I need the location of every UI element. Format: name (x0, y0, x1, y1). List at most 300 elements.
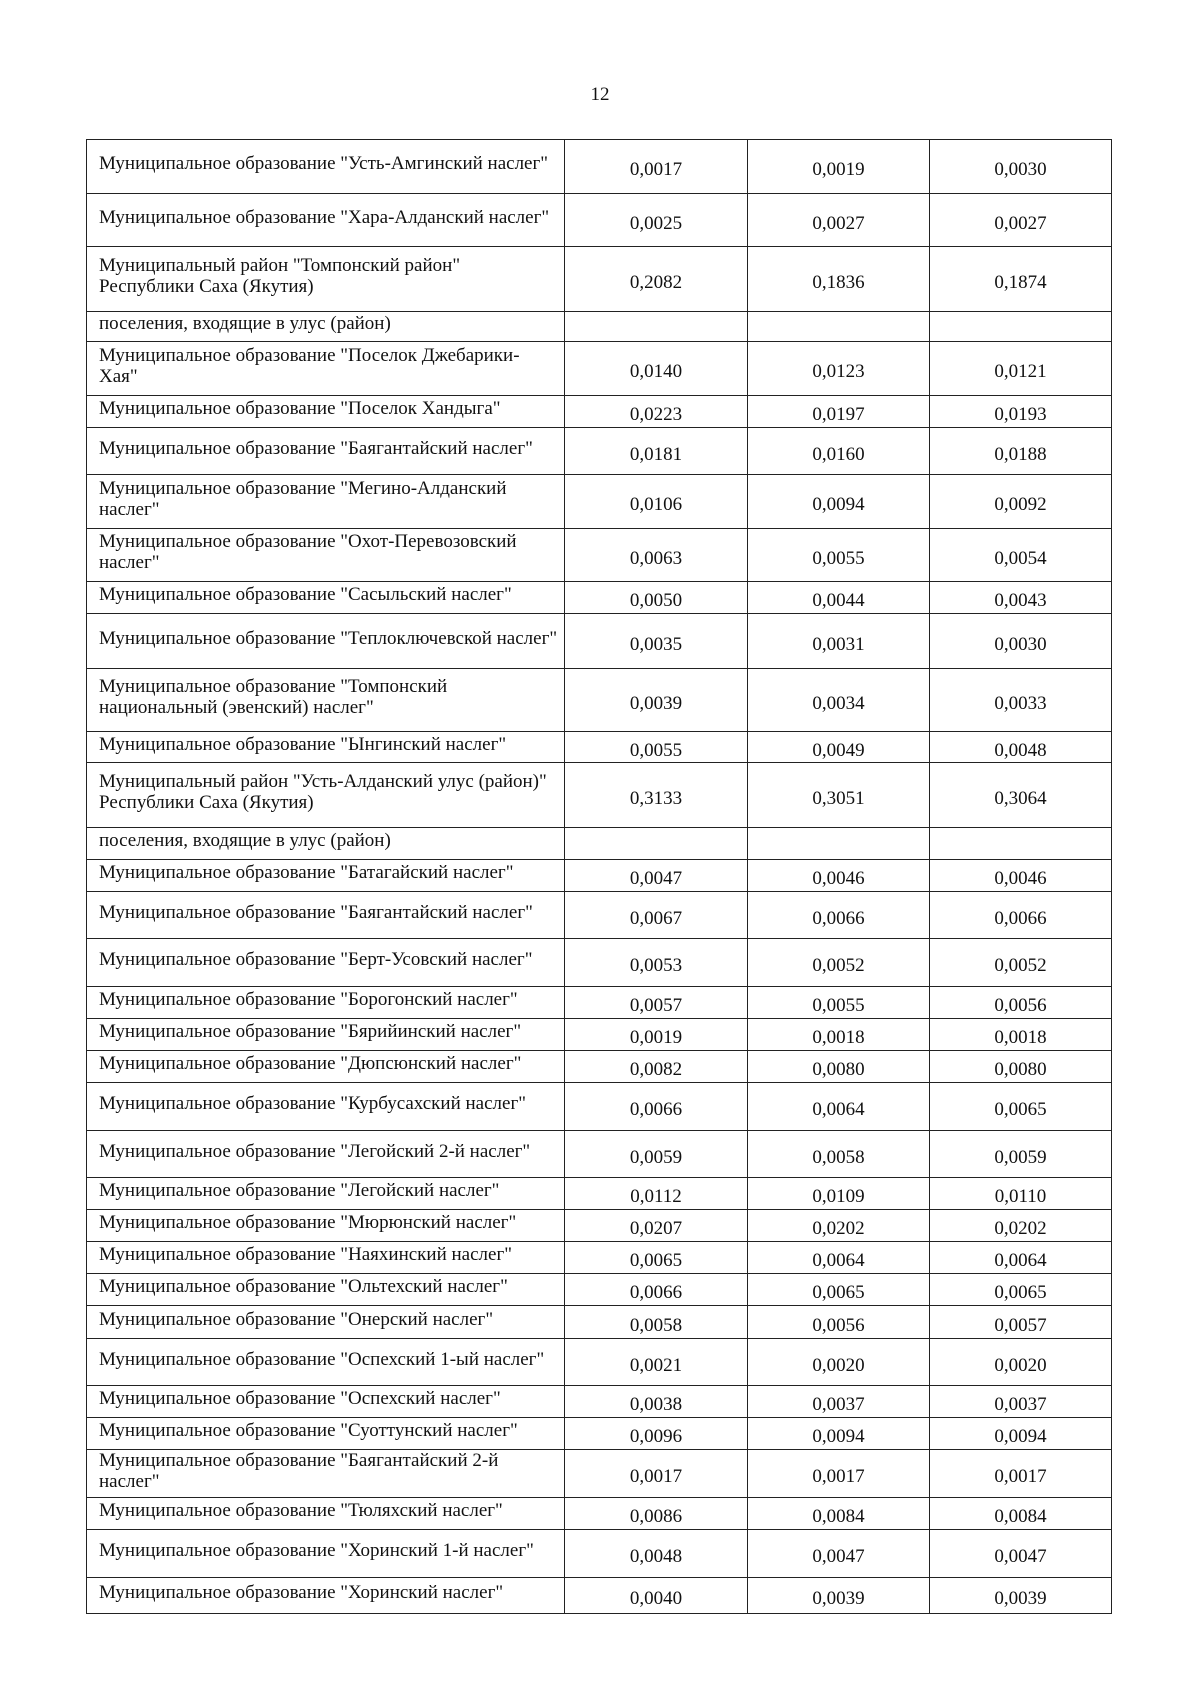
municipality-name: Муниципальное образование "Ынгинский наслег" (99, 733, 507, 755)
municipality-name-cell (87, 342, 565, 396)
value-cell-3 (930, 614, 1112, 669)
municipality-name-cell (87, 1530, 565, 1578)
value-1: 0,0207 (629, 1218, 683, 1239)
value-cell-2 (748, 396, 930, 428)
municipality-name: Муниципальный район "Томпонский район" Республики Саха (Якутия) (99, 255, 461, 297)
value-cell-2 (748, 312, 930, 342)
municipality-name: Муниципальное образование "Батагайский наслег" (99, 862, 514, 883)
municipality-name-cell (87, 1450, 565, 1498)
value-cell-3 (930, 140, 1112, 194)
value-3: 0,0056 (994, 995, 1047, 1016)
municipality-name-cell (87, 1386, 565, 1418)
table-row (87, 614, 1112, 669)
table-row (87, 939, 1112, 987)
table-row (87, 669, 1112, 732)
value-cell-1 (565, 1274, 748, 1306)
municipality-name-cell (87, 1306, 565, 1339)
value-3: 0,3064 (994, 787, 1047, 809)
table-row (87, 140, 1112, 194)
table-row (87, 1242, 1112, 1274)
municipality-name-cell (87, 1083, 565, 1131)
value-2: 0,0055 (812, 547, 865, 569)
value-cell-3 (930, 1019, 1112, 1051)
value-2: 0,0084 (812, 1506, 865, 1527)
value-3: 0,0065 (994, 1099, 1047, 1120)
value-cell-1 (565, 475, 748, 529)
value-1: 0,0038 (629, 1394, 683, 1415)
value-1: 0,0063 (629, 547, 683, 569)
value-cell-3 (930, 1131, 1112, 1178)
municipality-name-cell (87, 1578, 565, 1614)
value-1: 0,0096 (629, 1426, 683, 1447)
table-row (87, 1450, 1112, 1498)
value-3: 0,0052 (994, 955, 1047, 976)
value-cell-1 (565, 732, 748, 763)
municipality-name: поселения, входящие в улус (район) (99, 830, 391, 851)
table-row (87, 987, 1112, 1019)
value-cell-1 (565, 1051, 748, 1083)
value-cell-2 (748, 1178, 930, 1210)
value-3: 0,0037 (994, 1394, 1047, 1415)
value-cell-1 (565, 1019, 748, 1051)
value-2: 0,0047 (812, 1546, 865, 1567)
municipality-name: Муниципальное образование "Тюляхский наслег" (99, 1500, 503, 1521)
value-2: 0,0109 (812, 1186, 865, 1207)
municipality-name: Муниципальное образование "Дюпсюнский наслег" (99, 1053, 522, 1074)
municipality-name: Муниципальное образование "Хоринский наслег" (99, 1582, 504, 1603)
table-body (87, 140, 1112, 1614)
value-1: 0,0059 (629, 1146, 683, 1168)
municipality-name-cell (87, 939, 565, 987)
value-cell-3 (930, 475, 1112, 529)
value-2: 0,0056 (812, 1314, 865, 1336)
value-cell-2 (748, 1019, 930, 1051)
table-row (87, 194, 1112, 247)
value-3: 0,0057 (994, 1314, 1047, 1336)
table-row (87, 1418, 1112, 1450)
value-1: 0,0053 (629, 955, 683, 976)
data-table (86, 139, 1112, 1614)
value-2: 0,0018 (812, 1027, 865, 1048)
value-cell-2 (748, 669, 930, 732)
value-cell-1 (565, 1242, 748, 1274)
municipality-name-cell (87, 1418, 565, 1450)
value-3: 0,0018 (994, 1027, 1047, 1048)
value-cell-1 (565, 860, 748, 892)
municipality-name: Муниципальный район "Усть-Алданский улус (район)" Республики Саха (Якутия) (99, 771, 547, 813)
municipality-name: Муниципальное образование "Суоттунский наслег" (99, 1420, 518, 1441)
value-cell-2 (748, 763, 930, 828)
page-number: 12 (590, 84, 610, 105)
municipality-name-cell (87, 194, 565, 247)
value-3: 0,0065 (994, 1282, 1047, 1303)
municipality-name-cell (87, 312, 565, 342)
value-2: 0,0046 (812, 868, 865, 889)
value-cell-2 (748, 1274, 930, 1306)
value-cell-1 (565, 1210, 748, 1242)
municipality-name-cell (87, 987, 565, 1019)
table-row (87, 1498, 1112, 1530)
value-2: 0,0034 (812, 692, 865, 714)
municipality-name-cell (87, 1178, 565, 1210)
municipality-name-cell (87, 1019, 565, 1051)
value-cell-2 (748, 1450, 930, 1498)
value-1: 0,0106 (629, 494, 683, 515)
value-cell-1 (565, 140, 748, 194)
value-cell-2 (748, 860, 930, 892)
value-cell-3 (930, 1306, 1112, 1339)
table-row (87, 1578, 1112, 1614)
value-cell-2 (748, 475, 930, 529)
value-cell-3 (930, 529, 1112, 582)
value-3: 0,0039 (994, 1588, 1047, 1609)
value-cell-1 (565, 1178, 748, 1210)
value-3: 0,0092 (994, 494, 1047, 515)
value-2: 0,0066 (812, 907, 865, 929)
value-1: 0,0058 (629, 1314, 683, 1336)
table-row (87, 763, 1112, 828)
municipality-name: Муниципальное образование "Поселок Хандыга" (99, 398, 501, 419)
table-row (87, 247, 1112, 312)
value-cell-3 (930, 428, 1112, 475)
municipality-name-cell (87, 1210, 565, 1242)
municipality-name-cell (87, 1242, 565, 1274)
municipality-name: Муниципальное образование "Борогонский наслег" (99, 989, 518, 1010)
value-cell-1 (565, 1386, 748, 1418)
value-cell-1 (565, 247, 748, 312)
value-cell-3 (930, 1418, 1112, 1450)
value-cell-1 (565, 614, 748, 669)
table-row (87, 1339, 1112, 1386)
value-cell-3 (930, 342, 1112, 396)
value-1: 0,0082 (629, 1059, 683, 1080)
value-cell-2 (748, 1530, 930, 1578)
value-3: 0,0054 (994, 547, 1047, 569)
table-row (87, 529, 1112, 582)
table-row (87, 342, 1112, 396)
value-3: 0,0188 (994, 443, 1047, 465)
municipality-name-cell (87, 140, 565, 194)
table-row (87, 582, 1112, 614)
value-2: 0,0031 (812, 633, 865, 655)
value-3: 0,0110 (994, 1186, 1047, 1207)
value-cell-3 (930, 1386, 1112, 1418)
municipality-name: Муниципальное образование "Легойский 2-й наслег" (99, 1140, 531, 1162)
value-cell-3 (930, 312, 1112, 342)
value-1: 0,0025 (629, 212, 683, 234)
value-cell-3 (930, 1450, 1112, 1498)
table-row (87, 1051, 1112, 1083)
municipality-name-cell (87, 669, 565, 732)
municipality-name-cell (87, 763, 565, 828)
municipality-name: Муниципальное образование "Теплоключевской наслег" (99, 627, 558, 649)
value-cell-2 (748, 1051, 930, 1083)
value-1: 0,0065 (629, 1250, 683, 1271)
value-3: 0,0043 (994, 590, 1047, 611)
value-cell-3 (930, 828, 1112, 860)
value-3: 0,0202 (994, 1218, 1047, 1239)
value-cell-3 (930, 1339, 1112, 1386)
value-cell-3 (930, 732, 1112, 763)
value-cell-3 (930, 1274, 1112, 1306)
value-3: 0,0193 (994, 404, 1047, 425)
municipality-name: Муниципальное образование "Хоринский 1-й наслег" (99, 1540, 534, 1561)
value-3: 0,0030 (994, 633, 1047, 655)
value-cell-1 (565, 312, 748, 342)
value-3: 0,0048 (994, 739, 1047, 761)
value-cell-3 (930, 860, 1112, 892)
table-row (87, 1131, 1112, 1178)
value-cell-3 (930, 1178, 1112, 1210)
value-cell-1 (565, 1339, 748, 1386)
table-row (87, 312, 1112, 342)
value-3: 0,0121 (994, 361, 1047, 382)
value-cell-2 (748, 939, 930, 987)
value-2: 0,0052 (812, 955, 865, 976)
value-1: 0,0057 (629, 995, 683, 1016)
value-cell-3 (930, 1083, 1112, 1131)
value-1: 0,0017 (629, 1466, 683, 1487)
municipality-name-cell (87, 1274, 565, 1306)
value-1: 0,0181 (629, 443, 683, 465)
value-cell-2 (748, 140, 930, 194)
value-3: 0,0066 (994, 907, 1047, 929)
municipality-name: Муниципальное образование "Поселок Джебарики-Хая" (99, 344, 520, 387)
municipality-name: Муниципальное образование "Наяхинский наслег" (99, 1244, 512, 1265)
value-cell-2 (748, 582, 930, 614)
value-1: 0,0017 (629, 159, 683, 180)
value-cell-1 (565, 1578, 748, 1614)
table-row (87, 1306, 1112, 1339)
value-1: 0,3133 (629, 787, 683, 809)
municipality-name-cell (87, 614, 565, 669)
value-2: 0,0064 (812, 1099, 865, 1120)
municipality-name: Муниципальное образование "Берт-Усовский наслег" (99, 949, 533, 970)
municipality-name: Муниципальное образование "Курбусахский наслег" (99, 1093, 526, 1114)
value-2: 0,1836 (812, 271, 865, 293)
value-cell-2 (748, 1386, 930, 1418)
table-row (87, 1530, 1112, 1578)
value-1: 0,0055 (629, 739, 683, 761)
value-cell-1 (565, 529, 748, 582)
value-1: 0,0067 (629, 907, 683, 929)
value-2: 0,0017 (812, 1466, 865, 1487)
value-1: 0,0040 (629, 1588, 683, 1609)
value-cell-2 (748, 1339, 930, 1386)
value-2: 0,0027 (812, 212, 865, 234)
value-cell-2 (748, 529, 930, 582)
value-2: 0,0039 (812, 1588, 865, 1609)
value-1: 0,0021 (629, 1354, 683, 1376)
table-row (87, 396, 1112, 428)
municipality-name: Муниципальное образование "Ольтехский наслег" (99, 1276, 508, 1297)
value-1: 0,0047 (629, 868, 683, 889)
value-cell-1 (565, 582, 748, 614)
value-2: 0,0065 (812, 1282, 865, 1303)
table-row (87, 1210, 1112, 1242)
value-cell-1 (565, 987, 748, 1019)
value-1: 0,0019 (629, 1027, 683, 1048)
municipality-name-cell (87, 1051, 565, 1083)
value-1: 0,0048 (629, 1546, 683, 1567)
value-1: 0,0035 (629, 633, 683, 655)
value-cell-2 (748, 1242, 930, 1274)
value-cell-2 (748, 1083, 930, 1131)
value-cell-3 (930, 396, 1112, 428)
value-cell-2 (748, 1306, 930, 1339)
value-cell-3 (930, 582, 1112, 614)
value-cell-1 (565, 828, 748, 860)
value-cell-2 (748, 1578, 930, 1614)
municipality-name-cell (87, 1339, 565, 1386)
municipality-name-cell (87, 828, 565, 860)
value-2: 0,0019 (812, 159, 865, 180)
value-cell-1 (565, 1306, 748, 1339)
municipality-name: Муниципальное образование "Баягантайский 2-й наслег" (99, 1449, 499, 1492)
value-cell-3 (930, 1498, 1112, 1530)
value-cell-1 (565, 1131, 748, 1178)
table-row (87, 1178, 1112, 1210)
municipality-name: Муниципальное образование "Мюрюнский наслег" (99, 1212, 517, 1233)
value-cell-3 (930, 1210, 1112, 1242)
table-row (87, 1386, 1112, 1418)
value-1: 0,0039 (629, 692, 683, 714)
municipality-name-cell (87, 732, 565, 763)
value-cell-2 (748, 732, 930, 763)
value-1: 0,2082 (629, 271, 683, 293)
municipality-name-cell (87, 475, 565, 529)
value-cell-3 (930, 194, 1112, 247)
value-1: 0,0223 (629, 404, 683, 425)
value-2: 0,0094 (812, 494, 865, 515)
value-cell-3 (930, 892, 1112, 939)
value-3: 0,0094 (994, 1426, 1047, 1447)
value-cell-1 (565, 939, 748, 987)
value-cell-1 (565, 892, 748, 939)
value-3: 0,0084 (994, 1506, 1047, 1527)
value-cell-3 (930, 987, 1112, 1019)
value-cell-1 (565, 1530, 748, 1578)
municipality-name: Муниципальное образование "Оспехский наслег" (99, 1388, 501, 1409)
municipality-name: Муниципальное образование "Легойский наслег" (99, 1180, 500, 1201)
table-row (87, 860, 1112, 892)
value-cell-1 (565, 1418, 748, 1450)
municipality-name: Муниципальное образование "Охот-Перевозовский наслег" (99, 531, 517, 573)
municipality-name-cell (87, 247, 565, 312)
value-cell-2 (748, 614, 930, 669)
value-1: 0,0066 (629, 1282, 683, 1303)
value-3: 0,0020 (994, 1354, 1047, 1376)
value-2: 0,0094 (812, 1426, 865, 1447)
value-cell-2 (748, 1418, 930, 1450)
municipality-name-cell (87, 582, 565, 614)
value-cell-2 (748, 342, 930, 396)
municipality-name: Муниципальное образование "Оспехский 1-ый наслег" (99, 1348, 545, 1370)
table-row (87, 1083, 1112, 1131)
value-2: 0,0037 (812, 1394, 865, 1415)
municipality-name-cell (87, 396, 565, 428)
municipality-name-cell (87, 428, 565, 475)
municipality-name-cell (87, 529, 565, 582)
value-cell-1 (565, 1450, 748, 1498)
municipality-name: поселения, входящие в улус (район) (99, 313, 391, 334)
value-2: 0,0064 (812, 1250, 865, 1271)
municipality-name: Муниципальное образование "Бярийинский наслег" (99, 1021, 522, 1042)
value-cell-2 (748, 1210, 930, 1242)
value-1: 0,0140 (629, 361, 683, 382)
value-cell-3 (930, 1530, 1112, 1578)
value-2: 0,0044 (812, 590, 865, 611)
municipality-name: Муниципальное образование "Усть-Амгинский наслег" (99, 153, 549, 174)
table-row (87, 892, 1112, 939)
value-3: 0,0030 (994, 159, 1047, 180)
value-cell-3 (930, 669, 1112, 732)
value-1: 0,0066 (629, 1099, 683, 1120)
value-2: 0,0123 (812, 361, 865, 382)
value-2: 0,0202 (812, 1218, 865, 1239)
value-cell-3 (930, 1242, 1112, 1274)
municipality-name: Муниципальное образование "Хара-Алданский наслег" (99, 206, 550, 228)
table-row (87, 475, 1112, 529)
value-cell-2 (748, 892, 930, 939)
value-cell-2 (748, 247, 930, 312)
table-row (87, 1019, 1112, 1051)
value-cell-3 (930, 247, 1112, 312)
value-2: 0,0197 (812, 404, 865, 425)
table-row (87, 828, 1112, 860)
table-row (87, 732, 1112, 763)
value-cell-2 (748, 428, 930, 475)
value-cell-1 (565, 1083, 748, 1131)
value-cell-1 (565, 194, 748, 247)
municipality-name-cell (87, 860, 565, 892)
municipality-name-cell (87, 1498, 565, 1530)
value-cell-3 (930, 939, 1112, 987)
municipality-name-cell (87, 1131, 565, 1178)
value-3: 0,0080 (994, 1059, 1047, 1080)
municipality-name-cell (87, 892, 565, 939)
value-cell-2 (748, 987, 930, 1019)
value-2: 0,0020 (812, 1354, 865, 1376)
value-2: 0,0080 (812, 1059, 865, 1080)
value-2: 0,0160 (812, 443, 865, 465)
value-cell-1 (565, 763, 748, 828)
value-cell-1 (565, 669, 748, 732)
value-1: 0,0086 (629, 1506, 683, 1527)
municipality-name: Муниципальное образование "Томпонский национальный (эвенский) наслег" (99, 676, 448, 718)
municipality-name: Муниципальное образование "Баягантайский наслег" (99, 901, 533, 923)
value-cell-1 (565, 342, 748, 396)
value-cell-2 (748, 1131, 930, 1178)
value-cell-2 (748, 828, 930, 860)
value-3: 0,0064 (994, 1250, 1047, 1271)
municipality-name: Муниципальное образование "Онерский наслег" (99, 1308, 494, 1330)
value-cell-2 (748, 1498, 930, 1530)
value-2: 0,0049 (812, 739, 865, 761)
value-1: 0,0050 (629, 590, 683, 611)
value-2: 0,3051 (812, 787, 865, 809)
value-3: 0,0017 (994, 1466, 1047, 1487)
value-cell-3 (930, 763, 1112, 828)
value-3: 0,0046 (994, 868, 1047, 889)
value-3: 0,0033 (994, 692, 1047, 714)
value-3: 0,0047 (994, 1546, 1047, 1567)
value-3: 0,1874 (994, 271, 1047, 293)
value-cell-2 (748, 194, 930, 247)
value-cell-3 (930, 1051, 1112, 1083)
municipality-name: Муниципальное образование "Сасыльский наслег" (99, 584, 512, 605)
value-1: 0,0112 (630, 1186, 682, 1207)
